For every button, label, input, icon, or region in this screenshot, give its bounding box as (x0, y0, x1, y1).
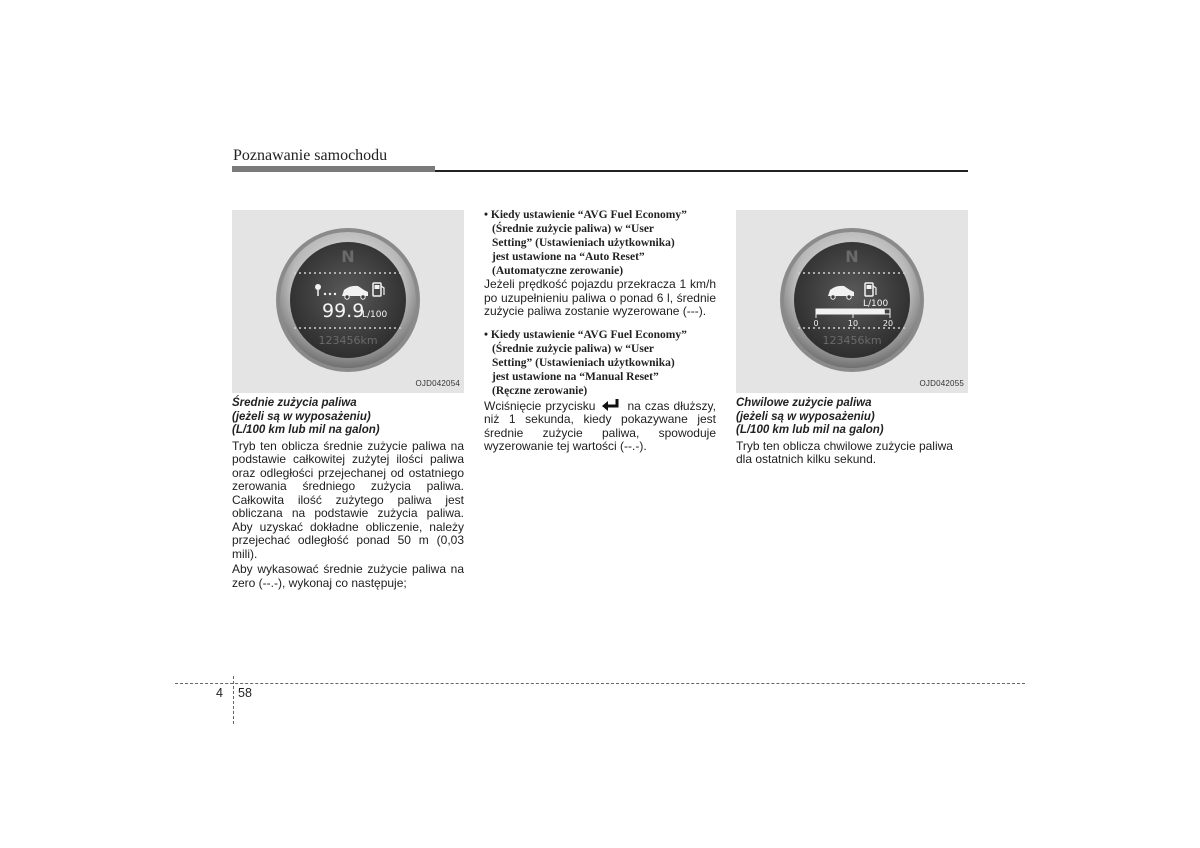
bullet-manual-reset (484, 328, 716, 398)
faint-odometer: 123456km (318, 334, 378, 347)
paragraph-manual-reset (484, 398, 716, 454)
faint-gear-indicator: N (341, 247, 355, 266)
avg-fuel-figure (232, 210, 464, 393)
avg-fuel-unit: L/100 (362, 310, 388, 320)
scale-label: 20 (882, 319, 894, 328)
heading-line: Średnie zużycia paliwa (232, 397, 357, 409)
paragraph: Tryb ten oblicza chwilowe zużycie paliwa dla ostatnich kilku sekund. (736, 438, 953, 466)
instant-fuel-section (736, 397, 968, 467)
avg-fuel-section (232, 397, 464, 590)
figure-code: OJD042054 (415, 379, 460, 388)
scale-label: 0 (813, 319, 819, 328)
instant-fuel-figure (736, 210, 968, 393)
page-header-title: Poznawanie samochodu (233, 147, 388, 164)
bullet-line: Setting” (Ustawieniach użytkownika) (492, 356, 675, 369)
page-number: 58 (238, 686, 252, 700)
faint-odometer: 123456km (822, 334, 882, 347)
section-heading-instant-fuel (736, 397, 968, 438)
reset-instructions (484, 208, 716, 454)
instant-fuel-gauge-illustration (736, 210, 968, 393)
heading-line: (L/100 km lub mil na galon) (736, 424, 884, 436)
heading-line: Chwilowe zużycie paliwa (736, 397, 872, 409)
header-rule-accent (232, 166, 435, 172)
text-span: Wciśnięcie przycisku (484, 398, 596, 413)
avg-fuel-value: 99.9 (322, 300, 365, 322)
footer-rule (175, 683, 1025, 684)
heading-line: (L/100 km lub mil na galon) (232, 424, 380, 436)
paragraph: Aby wykasować średnie zużycie paliwa na zero (--.-), wykonaj co następuje; (232, 562, 464, 590)
bullet-line: jest ustawione na “Manual Reset” (492, 370, 659, 383)
chapter-number: 4 (216, 686, 223, 700)
bullet-line: Setting” (Ustawieniach użytkownika) (492, 237, 675, 249)
footer-divider (233, 676, 234, 724)
text-span: na czas dłuższy, niż 1 sekunda, kiedy pokazywane jest średnie zużycie paliwa, spowoduje wyzerowanie tej wartości (--.-). (484, 398, 716, 453)
paragraph: Tryb ten oblicza średnie zużycie paliwa na podstawie całkowitej zużytej ilości paliwa oraz odległości przejechanej od ostatniego zerowania średniego zużycia paliwa. Całkowita ilość zużytego paliwa jest obliczana na podstawie zużycia paliwa. Aby uzyskać dokładne obliczenie, należy przejechać odległość ponad 50 m (0,03 mili). (232, 438, 464, 561)
bullet-line: (Średnie zużycie paliwa) w “User (492, 342, 655, 355)
bullet-line: (Automatyczne zerowanie) (492, 265, 624, 277)
paragraph: Jeżeli prędkość pojazdu przekracza 1 km/h po uzupełnieniu paliwa o ponad 6 l, średnie zużycie paliwa zostanie wyzerowane (---). (484, 277, 716, 318)
avg-fuel-gauge-illustration (232, 210, 464, 393)
faint-gear-indicator: N (845, 247, 859, 266)
bullet-auto-reset (484, 208, 716, 278)
bullet-line: jest ustawione na “Auto Reset” (492, 251, 645, 263)
scale-label: 10 (847, 319, 859, 328)
bullet-line: • Kiedy ustawienie “AVG Fuel Economy” (484, 209, 687, 221)
section-heading-avg-fuel (232, 397, 464, 438)
bullet-line: (Średnie zużycie paliwa) w “User (492, 223, 655, 235)
header-rule (435, 170, 968, 172)
instant-fuel-unit: L/100 (863, 299, 889, 309)
bullet-line: • Kiedy ustawienie “AVG Fuel Economy” (484, 328, 687, 341)
enter-button-icon (601, 398, 621, 411)
heading-line: (jeżeli są w wyposażeniu) (232, 410, 371, 423)
heading-line: (jeżeli są w wyposażeniu) (736, 410, 875, 423)
bullet-line: (Ręczne zerowanie) (492, 384, 588, 397)
figure-code: OJD042055 (919, 379, 964, 388)
